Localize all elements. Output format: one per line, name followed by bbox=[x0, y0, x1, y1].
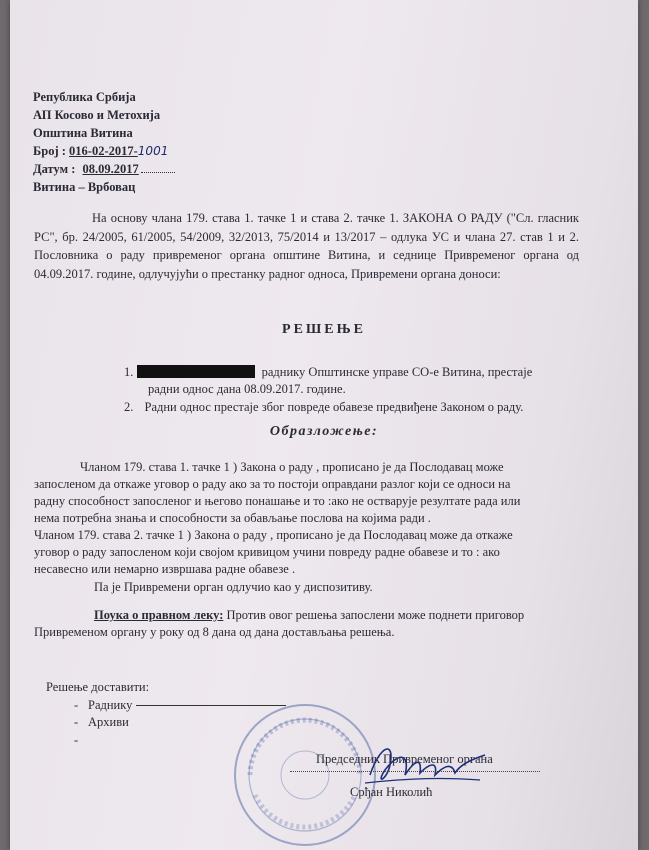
signatory-role: Председник Привременог органа bbox=[316, 752, 493, 766]
date-value: 08.09.2017 bbox=[82, 162, 139, 176]
delivery-item: - Раднику bbox=[74, 697, 286, 715]
delivery-item-label: Раднику bbox=[88, 697, 133, 712]
reasoning-title: Образложење: bbox=[269, 424, 379, 439]
intro-paragraph: На основу члана 179. става 1. тачке 1 и става 2. тачке 1. ЗАКОНА О РАДУ ("Сл. гласник РС", бр. 24/2005, 61/2005, 54/2009, 32/2013, 75/2014 и 13/2017 – одлука УС и члана 27. став 1 и 2. Пословника о раду привременог органа општине Витина, и седнице Привременог органа од 04.09.2017. године, одлучујући о престанку радног односа, Привремени органа доноси: bbox=[34, 211, 579, 281]
decision-title: РЕШЕЊЕ bbox=[282, 322, 366, 337]
reasoning-p1-line2: запосленом да откаже уговор о раду ако за то постоји оправдани разлог који се односи на bbox=[34, 477, 511, 491]
official-stamp bbox=[230, 700, 380, 850]
legal-remedy-label: Поука о правном леку: bbox=[94, 608, 224, 622]
document-header bbox=[33, 88, 175, 196]
item-text: раднику Општинске управе СО-е Витина, престаје bbox=[261, 365, 533, 379]
reasoning-p2-line1: Чланом 179. става 2. тачке 1 ) Закона о раду , прописано је да Послодавац може да откаже bbox=[34, 528, 513, 542]
signatory-name: Срђан Николић bbox=[350, 785, 433, 799]
reasoning-p1-line3: радну способност запосленог и његово понашање и то :ако не остварује резултате рада или bbox=[34, 494, 521, 508]
reasoning-p1-line4: нема потребна знања и способности за обављање послова на којима ради . bbox=[34, 511, 431, 525]
header-province: АП Косово и Метохија bbox=[33, 108, 161, 122]
header-place: Витина – Врбовац bbox=[33, 180, 136, 194]
decision-item-2 bbox=[124, 399, 523, 416]
reasoning-p2-line2: уговор о раду запосленом који својом кривицом учини повреду радне обавезе и то : ако bbox=[34, 545, 500, 559]
delivery-item-empty: - bbox=[74, 732, 79, 747]
header-country: Република Србија bbox=[33, 90, 136, 104]
legal-remedy-cont: Привременом органу у року од 8 дана од дана достављања решења. bbox=[34, 625, 395, 639]
reasoning-conclusion: Па је Привремени орган одлучио као у диспозитиву. bbox=[94, 580, 373, 594]
handwritten-signature bbox=[360, 735, 490, 795]
reasoning-p2-line3: несавесно или немарно извршава радне обавезе . bbox=[34, 562, 296, 576]
delivery-item-label: Архиви bbox=[88, 715, 129, 729]
date-label: Датум : bbox=[33, 162, 76, 176]
number-handwritten: 1001 bbox=[137, 144, 169, 158]
item-number: 2. bbox=[124, 400, 134, 414]
reasoning-p1-line1: Чланом 179. става 1. тачке 1 ) Закона о раду , прописано је да Послодавац може bbox=[80, 460, 504, 474]
legal-remedy-text: Против овог решења запослени може поднети приговор bbox=[226, 608, 525, 622]
delivery-item: - Архиви bbox=[74, 714, 286, 732]
header-number bbox=[33, 142, 175, 160]
date-dotted-line bbox=[141, 172, 175, 173]
redacted-name bbox=[137, 365, 255, 378]
header-municipality: Општина Витина bbox=[33, 126, 133, 140]
header-date bbox=[33, 160, 175, 178]
item-number: 1. bbox=[124, 365, 134, 379]
legal-remedy bbox=[94, 607, 524, 624]
decision-item-1-cont: радни однос дана 08.09.2017. године. bbox=[148, 382, 346, 396]
number-value: 016-02-2017- bbox=[69, 144, 138, 158]
item-text: Радни однос престаје због повреде обавезе предвиђене Законом о раду. bbox=[144, 400, 524, 414]
delivery-title: Решење доставити: bbox=[46, 680, 150, 694]
decision-item-1 bbox=[124, 364, 532, 381]
document-page bbox=[10, 0, 638, 850]
number-label: Број : bbox=[33, 144, 66, 158]
